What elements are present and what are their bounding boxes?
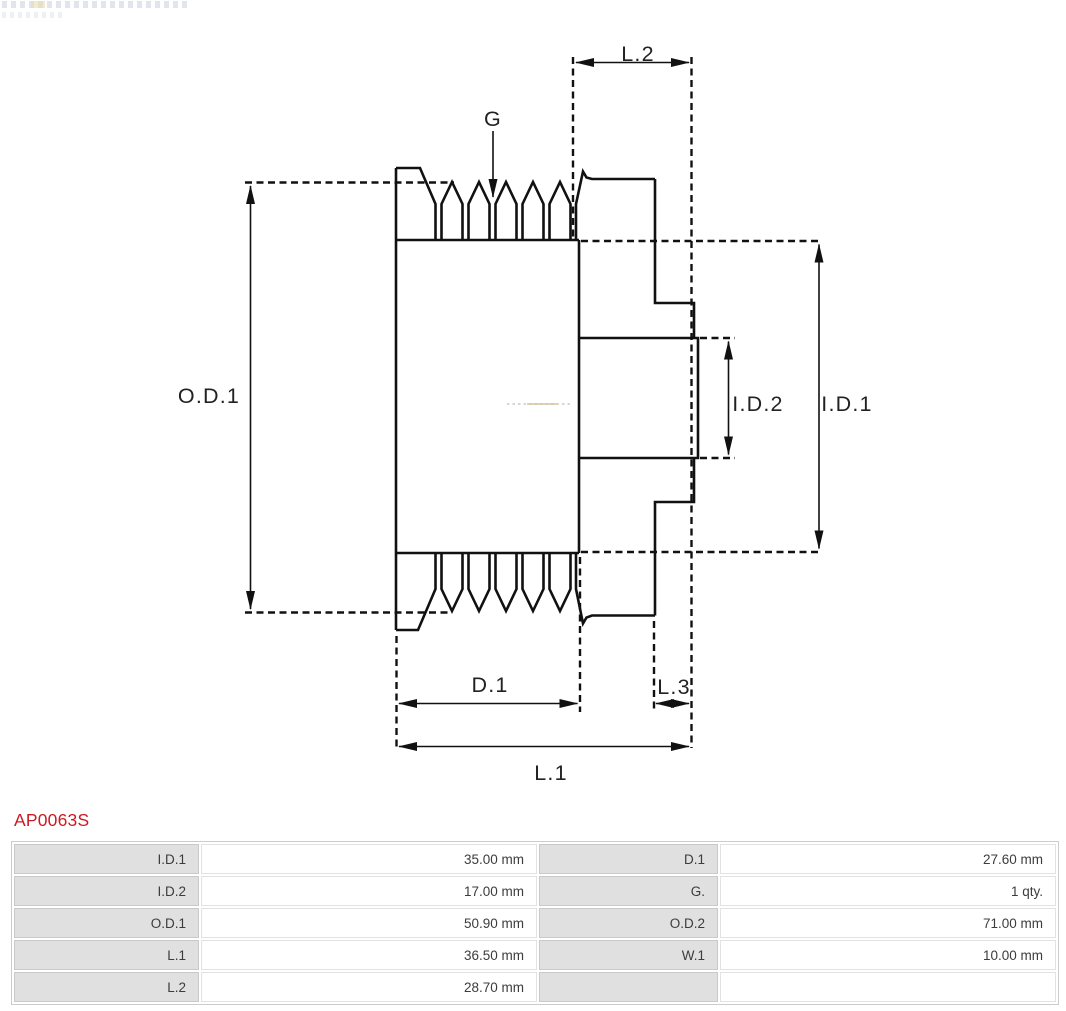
dim-label-l1: L.1 (534, 761, 568, 785)
dim-label-d1: D.1 (471, 673, 509, 697)
spec-label-cell (539, 972, 718, 1002)
table-row (14, 972, 1056, 1002)
dim-label-od1: O.D.1 (177, 384, 241, 408)
spec-label-cell: L.2 (14, 972, 199, 1002)
spec-table-container (11, 841, 1055, 1005)
spec-value-cell: 10.00 mm (720, 940, 1056, 970)
table-row (14, 844, 1056, 874)
spec-label-cell: O.D.1 (14, 908, 199, 938)
spec-label-cell: W.1 (539, 940, 718, 970)
dim-label-id1: I.D.1 (821, 392, 873, 416)
spec-label-cell: D.1 (539, 844, 718, 874)
table-row (14, 908, 1056, 938)
dim-label-g: G (484, 107, 502, 131)
dim-label-l3: L.3 (657, 675, 691, 699)
spec-label-cell: G. (539, 876, 718, 906)
spec-value-cell: 1 qty. (720, 876, 1056, 906)
spec-table (11, 841, 1059, 1005)
spec-value-cell: 35.00 mm (201, 844, 537, 874)
spec-value-cell: 28.70 mm (201, 972, 537, 1002)
spec-value-cell: 27.60 mm (720, 844, 1056, 874)
spec-label-cell: I.D.2 (14, 876, 199, 906)
spec-label-cell: O.D.2 (539, 908, 718, 938)
spec-value-cell: 50.90 mm (201, 908, 537, 938)
table-row (14, 876, 1056, 906)
spec-label-cell: L.1 (14, 940, 199, 970)
spec-value-cell: 36.50 mm (201, 940, 537, 970)
dim-label-id2: I.D.2 (732, 392, 784, 416)
spec-value-cell: 71.00 mm (720, 908, 1056, 938)
spec-value-cell: 17.00 mm (201, 876, 537, 906)
dim-label-l2: L.2 (621, 42, 655, 66)
pulley-outline (395, 168, 698, 630)
spec-label-cell: I.D.1 (14, 844, 199, 874)
part-number: AP0063S (14, 810, 90, 830)
spec-value-cell (720, 972, 1056, 1002)
table-row (14, 940, 1056, 970)
